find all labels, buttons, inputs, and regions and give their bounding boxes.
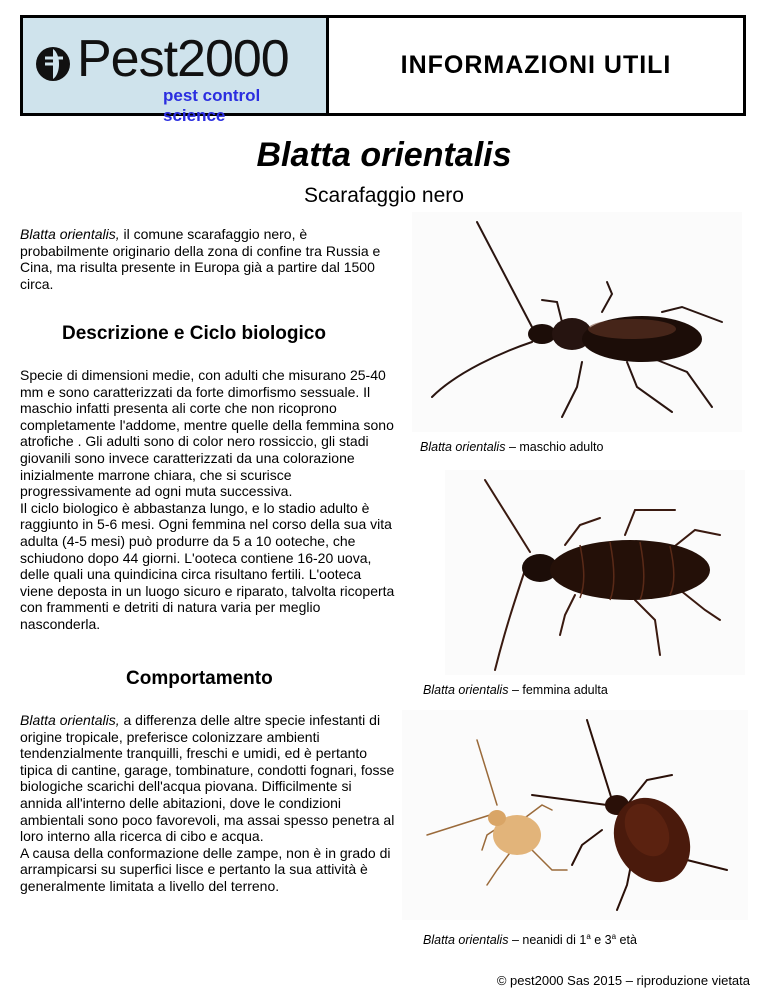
caption-female — [423, 683, 608, 697]
caption-nymph-text-mid: e 3 — [590, 933, 612, 948]
page-subtitle: Scarafaggio nero — [304, 184, 464, 207]
header-banner — [20, 15, 746, 125]
caption-nymph-species: Blatta orientalis — [423, 933, 509, 948]
logo-tagline: pest control science — [163, 86, 261, 125]
caption-nymph-sup-1: a — [586, 932, 591, 941]
logo-mark-icon — [33, 36, 73, 92]
caption-nymph-text-pre: – neanidi di 1 — [508, 933, 587, 948]
caption-female-text: – femmina adulta — [508, 683, 608, 697]
caption-male-text: – maschio adulto — [505, 440, 604, 454]
caption-nymphs — [423, 932, 637, 947]
caption-male-species: Blatta orientalis — [420, 440, 506, 454]
caption-nymph-text-post: età — [616, 933, 637, 948]
intro-species: Blatta orientalis, — [20, 226, 120, 242]
company-logo — [23, 18, 329, 125]
caption-female-species: Blatta orientalis — [423, 683, 509, 697]
caption-nymph-sup-2: a — [611, 932, 617, 941]
photo-nymphs — [402, 710, 748, 920]
section-heading-behaviour: Comportamento — [126, 668, 273, 689]
photo-adult-male — [412, 212, 742, 432]
caption-male — [420, 440, 603, 454]
description-text-1: Specie di dimensioni medie, con adulti che misurano 25-40 mm e sono caratterizzati da forte dimorfismo sessuale. Il maschio infatti presenta ali corte che non ricoprono completamente l'addome, mentre quelle della femmina sono atrofiche . Gli adulti sono di color nero rossiccio, gli stadi giovanili sono invece caratterizzati da una colorazione inizialmente marrone chiara, che si scurisce progressivamente ad ogni muta successiva. — [20, 367, 394, 500]
behaviour-paragraph — [20, 712, 395, 895]
intro-paragraph — [20, 226, 395, 292]
behaviour-text-2: A causa della conformazione delle zampe, non è in grado di arrampicarsi su superfici lisce e pertanto la sua attività è generalmente limitata a livello del terreno. — [20, 844, 391, 894]
behaviour-text-1: a differenza delle altre specie infestanti di origine tropicale, preferisce colonizzare ambienti tendenzialmente tranquilli, freschi e umidi, ed è pertanto tipica di cantine, garage, tombinature, condotti fognari, fosse biologiche scarichi dell'acqua piovana. Difficilmente si annida all'interno delle abitazioni, dove le condizioni ambientali sono poco favorevoli, ma assai spesso penetra al loro interno alla ricerca di cibo e acqua. — [20, 712, 395, 845]
footer-copyright: © pest2000 Sas 2015 – riproduzione vietata — [496, 973, 750, 988]
photo-adult-female — [445, 470, 745, 675]
logo-name: Pest2000 — [77, 30, 289, 88]
header-title: INFORMAZIONI UTILI — [400, 51, 672, 79]
page-title: Blatta orientalis — [256, 136, 512, 174]
section-heading-description: Descrizione e Ciclo biologico — [62, 323, 326, 344]
intro-text: il comune scarafaggio nero, è probabilmente originario della zona di confine tra Russia e Cina, ma risulta presente in Europa già a partire dal 1500 circa. — [20, 226, 381, 292]
description-text-2: Il ciclo biologico è abbastanza lungo, e lo stadio adulto è raggiunto in 5-6 mesi. Ogni femmina nel corso della sua vita adulta (4-5 mesi) può produrre da 5 a 10 ooteche, che schiudono dopo 44 giorni. L'ooteca contiene 16-20 uova, delle quali una quindicina circa risultano fertili. L'ooteca viene deposta in un luogo sicuro e riparato, talvolta ricoperta con frammenti e detriti di natura varia per meglio nasconderla. — [20, 499, 395, 632]
description-paragraph — [20, 367, 395, 633]
behaviour-species: Blatta orientalis, — [20, 712, 120, 728]
